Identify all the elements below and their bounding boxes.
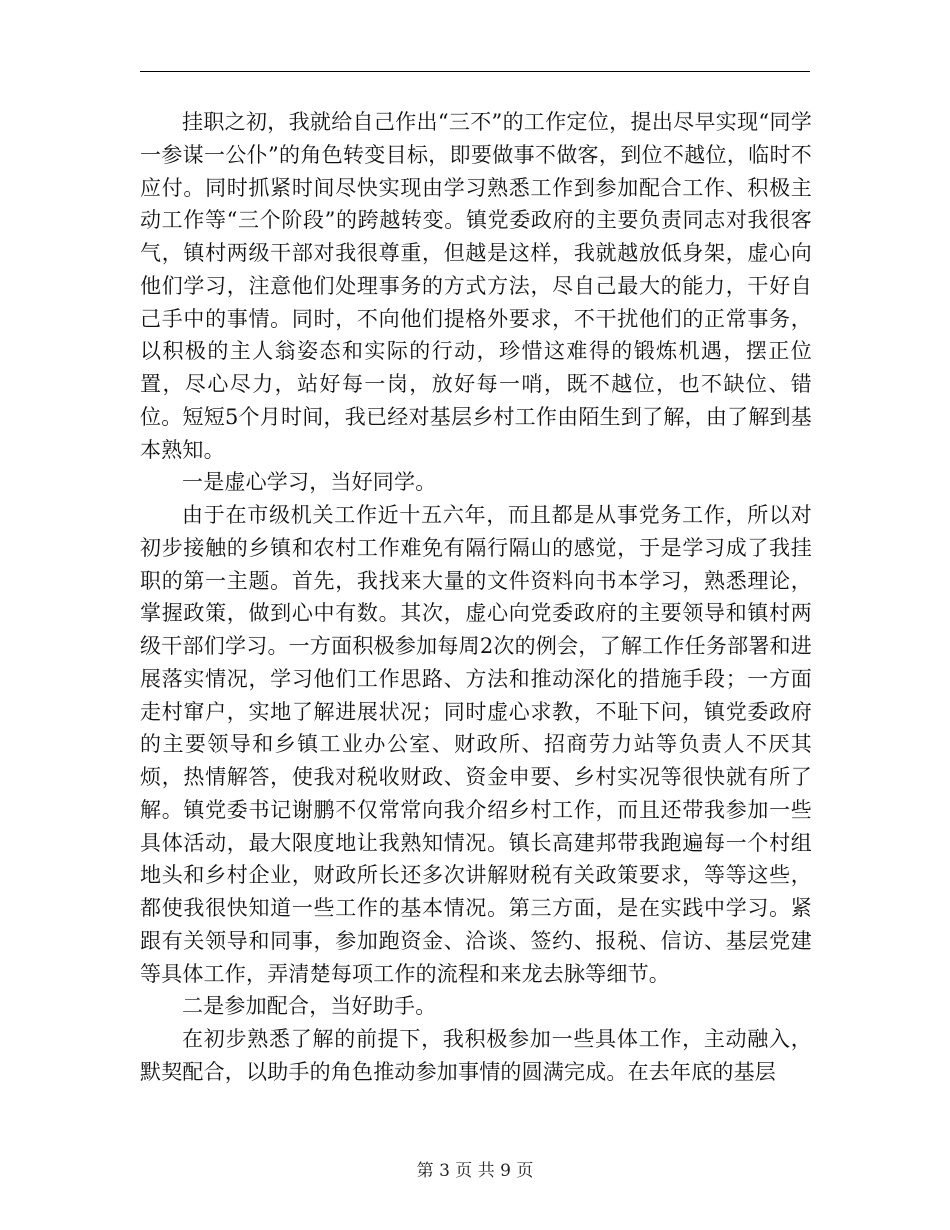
section-heading: 一是虚心学习，当好同学。 (182, 470, 437, 495)
page-footer: 第 3 页 共 9 页 (416, 1161, 534, 1181)
section-heading: 二是参加配合，当好助手。 (182, 994, 437, 1019)
body-paragraph: 在初步熟悉了解的前提下，我积极参加一些具体工作，主动融入，默契配合，以助手的角色推动参加事情的圆满完成。在去年底的基层 (140, 1027, 812, 1084)
header-rule (140, 71, 810, 72)
body-paragraph: 挂职之初，我就给自己作出“三不”的工作定位，提出尽早实现“同学一参谋一公仆”的角色转变目标，即要做事不做客，到位不越位，临时不应付。同时抓紧时间尽快实现由学习熟悉工作到参加配合工作、积极主动工作等“三个阶段”的跨越转变。镇党委政府的主要负责同志对我很客气，镇村两级干部对我很尊重，但越是这样，我就越放低身架，虚心向他们学习，注意他们处理事务的方式方法，尽自己最大的能力，干好自己手中的事情。同时，不向他们提格外要求，不干扰他们的正常事务，以积极的主人翁姿态和实际的行动，珍惜这难得的锻炼机遇，摆正位置，尽心尽力，站好每一岗，放好每一哨，既不越位，也不缺位、错位。短短5个月时间，我已经对基层乡村工作由陌生到了解，由了解到基本熟知。 (140, 110, 812, 462)
body-paragraph: 由于在市级机关工作近十五六年，而且都是从事党务工作，所以对初步接触的乡镇和农村工作难免有隔行隔山的感觉，于是学习成了我挂职的第一主题。首先，我找来大量的文件资料向书本学习，熟悉理论，掌握政策，做到心中有数。其次，虚心向党委政府的主要领导和镇村两级干部们学习。一方面积极参加每周2次的例会，了解工作任务部署和进展落实情况，学习他们工作思路、方法和推动深化的措施手段；一方面走村窜户，实地了解进展状况；同时虚心求教，不耻下问，镇党委政府的主要领导和乡镇工业办公室、财政所、招商劳力站等负责人不厌其烦，热情解答，使我对税收财政、资金申要、乡村实况等很快就有所了解。镇党委书记谢鹏不仅常常向我介绍乡村工作，而且还带我参加一些具体活动，最大限度地让我熟知情况。镇长高建邦带我跑遍每一个村组地头和乡村企业，财政所长还多次讲解财税有关政策要求，等等这些，都使我很快知道一些工作的基本情况。第三方面，是在实践中学习。紧跟有关领导和同事，参加跑资金、洽谈、签约、报税、信访、基层党建等具体工作，弄清楚每项工作的流程和来龙去脉等细节。 (140, 503, 812, 986)
document-body (140, 106, 812, 1089)
